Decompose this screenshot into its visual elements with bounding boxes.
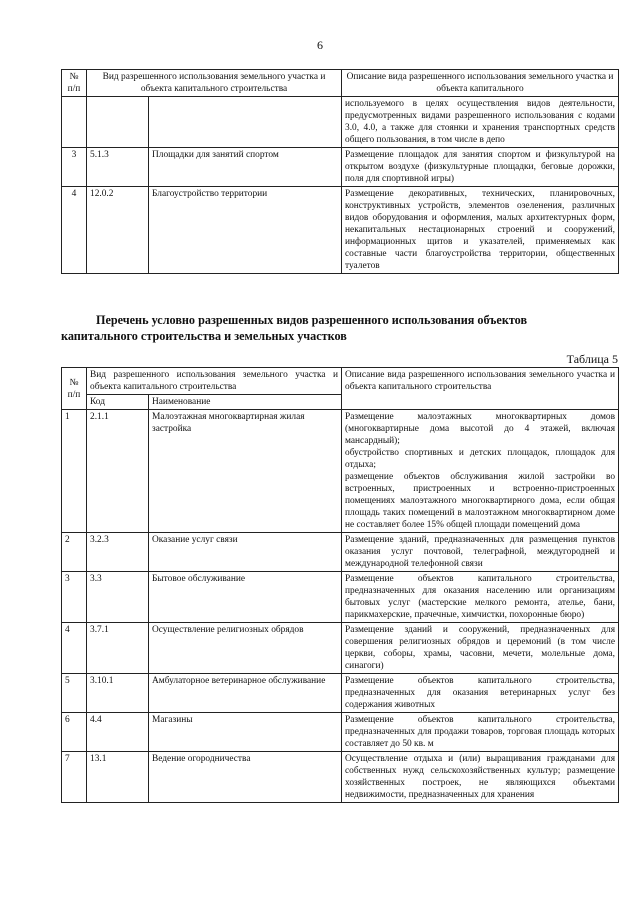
- table-row: [62, 623, 619, 674]
- row-description: Осуществление отдыха и (или) выращивания гражданами для собственных нужд сельскохозяйственных культур; размещение хозяйственных построек, не являющихся объектами недвижимости, предназначенных для хранения: [342, 752, 619, 803]
- row-number: 3: [62, 572, 87, 623]
- row-code: 5.1.3: [87, 148, 149, 187]
- row-description: Размещение объектов капитального строительства, предназначенных для оказания ветеринарных услуг без содержания животных: [342, 674, 619, 713]
- heading-line-2: капитального строительства и земельных участков: [61, 329, 347, 343]
- table-row: [62, 97, 619, 148]
- table-row: [62, 752, 619, 803]
- row-description: Размещение зданий и сооружений, предназначенных для совершения религиозных обрядов и церемоний (в том числе церкви, соборы, храмы, часовни, мечети, молельные дома, синагоги): [342, 623, 619, 674]
- header-description: Описание вида разрешенного использования земельного участка и объекта капитального: [342, 70, 619, 97]
- row-code: 13.1: [87, 752, 149, 803]
- section-heading: [61, 312, 618, 344]
- row-code: 2.1.1: [87, 410, 149, 533]
- description-paragraph: обустройство спортивных и детских площадок, площадок для отдыха;: [345, 448, 616, 470]
- row-name: Благоустройство территории: [149, 187, 342, 274]
- row-number: 3: [62, 148, 87, 187]
- table-row: [62, 533, 619, 572]
- row-name: Ведение огородничества: [149, 752, 342, 803]
- header-code: Код: [87, 395, 149, 410]
- row-description: [342, 410, 619, 533]
- row-number: 4: [62, 187, 87, 274]
- heading-line-1: Перечень условно разрешенных видов разрешенного использования объектов: [96, 313, 528, 327]
- header-description: Описание вида разрешенного использования земельного участка и объекта капитального строительства: [342, 368, 619, 410]
- table-row: [62, 572, 619, 623]
- row-code: 3.7.1: [87, 623, 149, 674]
- table-row: [62, 713, 619, 752]
- row-number: 7: [62, 752, 87, 803]
- header-use-type: Вид разрешенного использования земельного участка и объекта капитального строительства: [87, 368, 342, 395]
- row-name: Осуществление религиозных обрядов: [149, 623, 342, 674]
- table-row: [62, 148, 619, 187]
- table-row: [62, 674, 619, 713]
- row-description: Размещение объектов капитального строительства, предназначенных для продажи товаров, торговая площадь которых составляет до 50 кв. м: [342, 713, 619, 752]
- row-number: 1: [62, 410, 87, 533]
- row-code: 3.10.1: [87, 674, 149, 713]
- conditionally-permitted-uses-table: [61, 367, 619, 803]
- table-header-row: [62, 70, 619, 97]
- description-paragraph: Размещение малоэтажных многоквартирных домов (многоквартирные дома высотой до 4 этажей, включая мансардный);: [345, 412, 616, 446]
- row-name: Магазины: [149, 713, 342, 752]
- header-number: № п/п: [62, 368, 87, 410]
- row-name: Малоэтажная многоквартирная жилая застройка: [149, 410, 342, 533]
- row-description: Размещение площадок для занятия спортом и физкультурой на открытом воздухе (физкультурные площадки, беговые дорожки, поля для спортивной игры): [342, 148, 619, 187]
- table-header-row: [62, 368, 619, 395]
- row-name: Оказание услуг связи: [149, 533, 342, 572]
- row-code: 3.3: [87, 572, 149, 623]
- row-description: Размещение объектов капитального строительства, предназначенных для оказания населению или организациям бытовых услуг (мастерские мелкого ремонта, ателье, бани, парикмахерские, прачечные, химчистки, похоронные бюро): [342, 572, 619, 623]
- header-number: № п/п: [62, 70, 87, 97]
- table-row: [62, 410, 619, 533]
- row-name: Площадки для занятий спортом: [149, 148, 342, 187]
- header-name: Наименование: [149, 395, 342, 410]
- row-code: 12.0.2: [87, 187, 149, 274]
- row-description: Размещение зданий, предназначенных для размещения пунктов оказания услуг почтовой, телеграфной, междугородней и международной телефонной связи: [342, 533, 619, 572]
- row-number: 2: [62, 533, 87, 572]
- row-description: используемого в целях осуществления видов деятельности, предусмотренных видами разрешенного использования с кодами 3.0, 4.0, а также для стоянки и хранения транспортных средств общего пользования, в том числе в депо: [342, 97, 619, 148]
- row-number: 4: [62, 623, 87, 674]
- row-number: 6: [62, 713, 87, 752]
- description-paragraph: размещение объектов обслуживания жилой застройки во встроенных, пристроенных и встроенно-пристроенных помещениях малоэтажного многоквартирного дома, если общая площадь таких помещений в малоэтажном многоквартирном доме не составляет более 15% общей площади помещений дома: [345, 472, 616, 530]
- table-row: [62, 187, 619, 274]
- row-name: Амбулаторное ветеринарное обслуживание: [149, 674, 342, 713]
- row-description: Размещение декоративных, технических, планировочных, конструктивных устройств, элементов озеленения, различных видов оборудования и оформления, малых архитектурных форм, некапитальных нестационарных строений и сооружений, информационных щитов и указателей, применяемых как составные части благоустройства территории, общественных туалетов: [342, 187, 619, 274]
- header-use-type: Вид разрешенного использования земельного участка и объекта капитального строительства: [87, 70, 342, 97]
- row-code: 3.2.3: [87, 533, 149, 572]
- table-caption: Таблица 5: [566, 352, 618, 366]
- page-number: 6: [317, 38, 323, 52]
- row-code: 4.4: [87, 713, 149, 752]
- permitted-uses-table-continued: [61, 69, 619, 274]
- row-number: 5: [62, 674, 87, 713]
- row-name: Бытовое обслуживание: [149, 572, 342, 623]
